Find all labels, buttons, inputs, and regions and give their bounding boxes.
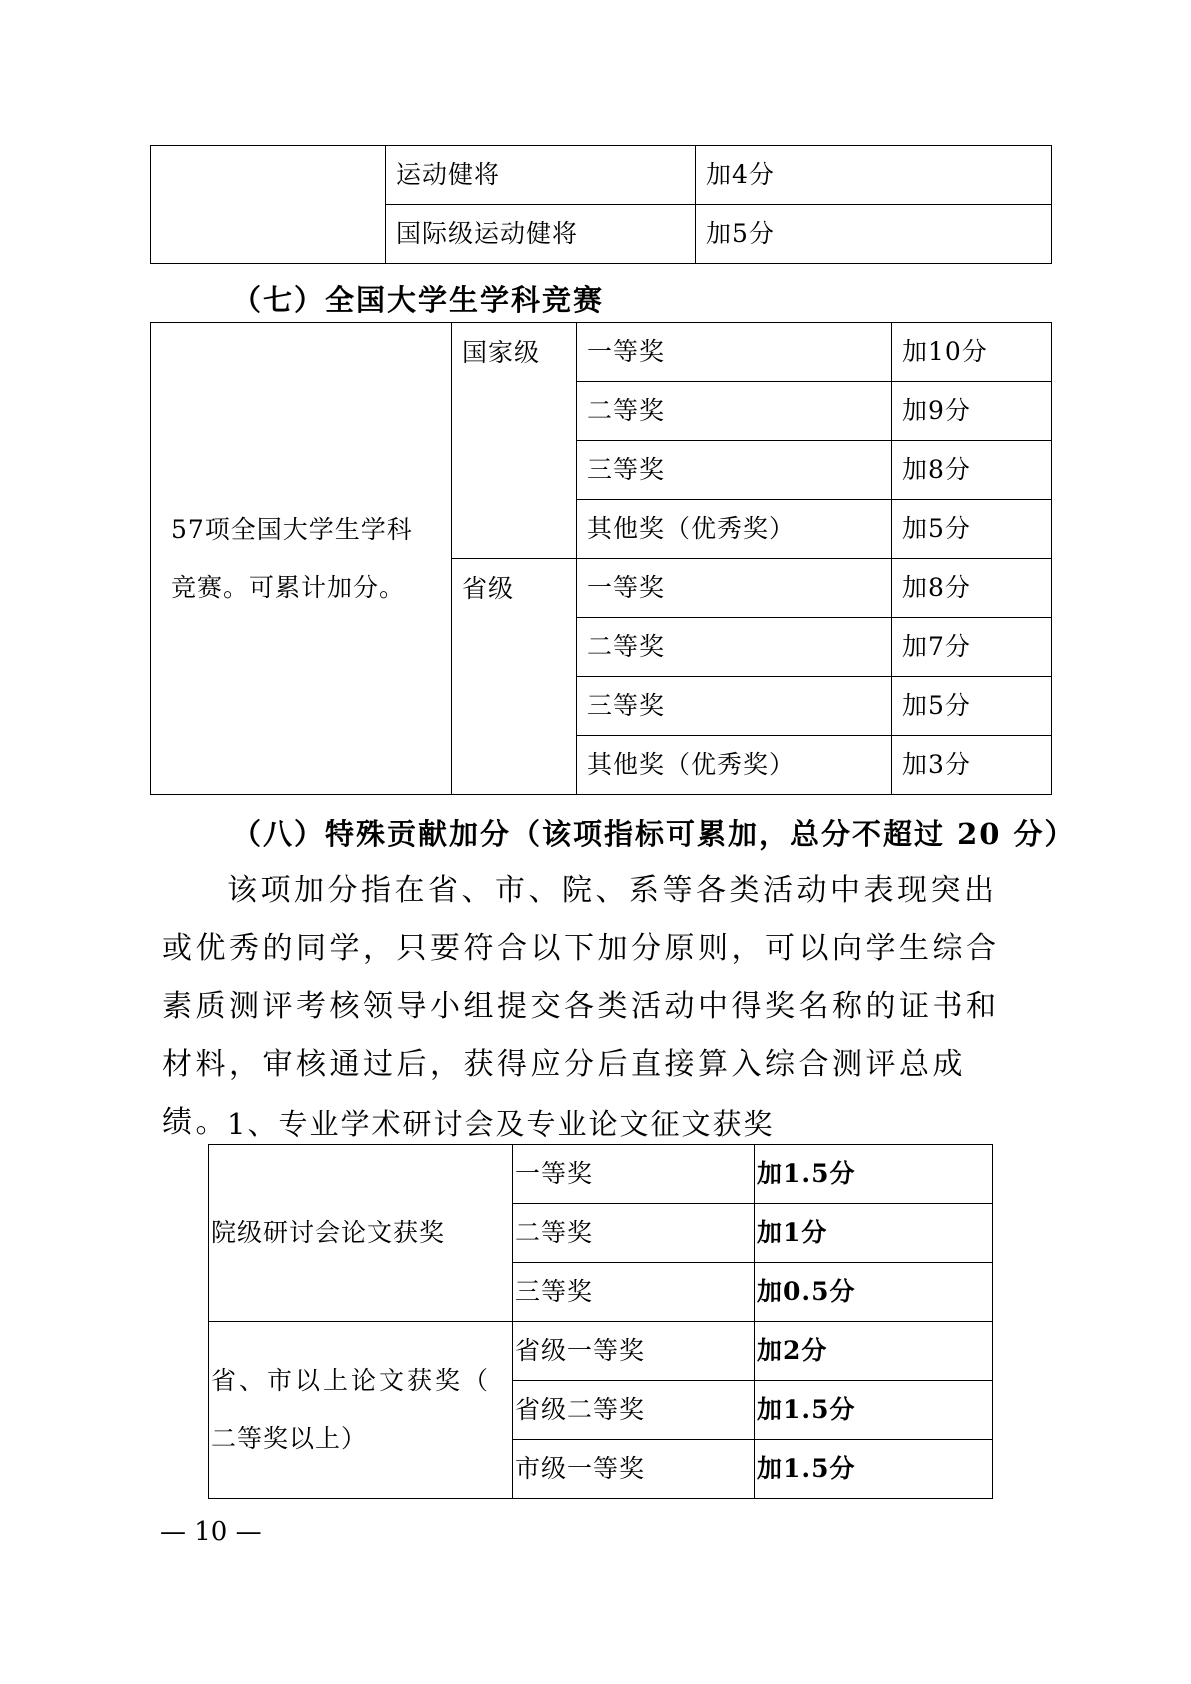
points-cell: 加10分 xyxy=(892,323,1052,382)
section7-heading: （七）全国大学生学科竞赛 xyxy=(232,283,605,317)
points-cell: 加1.5分 xyxy=(755,1381,993,1440)
competition-category-cell xyxy=(151,323,452,795)
points-cell: 加3分 xyxy=(892,736,1052,795)
points-cell: 加1分 xyxy=(755,1204,993,1263)
points-cell: 加8分 xyxy=(892,441,1052,500)
award-cell: 市级一等奖 xyxy=(513,1440,755,1499)
award-cell: 三等奖 xyxy=(577,441,892,500)
competition-table xyxy=(150,322,1052,795)
college-label-cell: 院级研讨会论文获奖 xyxy=(209,1145,513,1322)
table-row xyxy=(151,146,1052,205)
points-cell: 加2分 xyxy=(755,1322,993,1381)
section8-heading: （八）特殊贡献加分（该项指标可累加，总分不超过 20 分） xyxy=(232,817,1076,851)
level-cell-provincial: 省级 xyxy=(452,559,577,795)
points-cell: 加9分 xyxy=(892,382,1052,441)
points-cell: 加5分 xyxy=(892,500,1052,559)
award-cell: 一等奖 xyxy=(577,323,892,382)
points-cell: 加4分 xyxy=(696,146,1052,205)
category-line: 57项全国大学生学科 xyxy=(171,514,413,544)
paper-awards-table xyxy=(208,1144,993,1499)
item-cell: 国际级运动健将 xyxy=(386,205,696,264)
table-row xyxy=(151,323,1052,382)
award-cell: 二等奖 xyxy=(577,618,892,677)
category-line: 竞赛。可累计加分。 xyxy=(171,572,406,602)
table-row xyxy=(209,1145,993,1204)
points-cell: 加1.5分 xyxy=(755,1440,993,1499)
points-cell: 加1.5分 xyxy=(755,1145,993,1204)
award-cell: 一等奖 xyxy=(513,1145,755,1204)
label-line: 二等奖以上） xyxy=(211,1424,368,1453)
award-cell: 其他奖（优秀奖） xyxy=(577,500,892,559)
province-city-label-cell xyxy=(209,1322,513,1499)
section8-paragraph: 该项加分指在省、市、院、系等各类活动中表现突出或优秀的同学，只要符合以下加分原则，可以向学生综合素质测评考核领导小组提交各类活动中得奖名称的证书和材料，审核通过后，获得应分后直接算入综合测评总成绩。 xyxy=(162,873,1000,1140)
award-cell: 省级二等奖 xyxy=(513,1381,755,1440)
award-cell: 一等奖 xyxy=(577,559,892,618)
award-cell: 二等奖 xyxy=(577,382,892,441)
level-cell-national: 国家级 xyxy=(452,323,577,559)
empty-category-cell xyxy=(151,146,386,264)
award-cell: 其他奖（优秀奖） xyxy=(577,736,892,795)
points-cell: 加5分 xyxy=(696,205,1052,264)
table-row xyxy=(209,1322,993,1381)
award-cell: 二等奖 xyxy=(513,1204,755,1263)
section8-sub-heading: 1、专业学术研讨会及专业论文征文获奖 xyxy=(227,1107,775,1141)
points-cell: 加5分 xyxy=(892,677,1052,736)
award-cell: 省级一等奖 xyxy=(513,1322,755,1381)
award-cell: 三等奖 xyxy=(577,677,892,736)
points-cell: 加7分 xyxy=(892,618,1052,677)
points-cell: 加0.5分 xyxy=(755,1263,993,1322)
item-cell: 运动健将 xyxy=(386,146,696,205)
page-number: — 10 — xyxy=(160,1517,262,1547)
points-cell: 加8分 xyxy=(892,559,1052,618)
label-line: 省、市以上论文获奖（ xyxy=(211,1366,492,1395)
sports-table xyxy=(150,145,1052,264)
award-cell: 三等奖 xyxy=(513,1263,755,1322)
